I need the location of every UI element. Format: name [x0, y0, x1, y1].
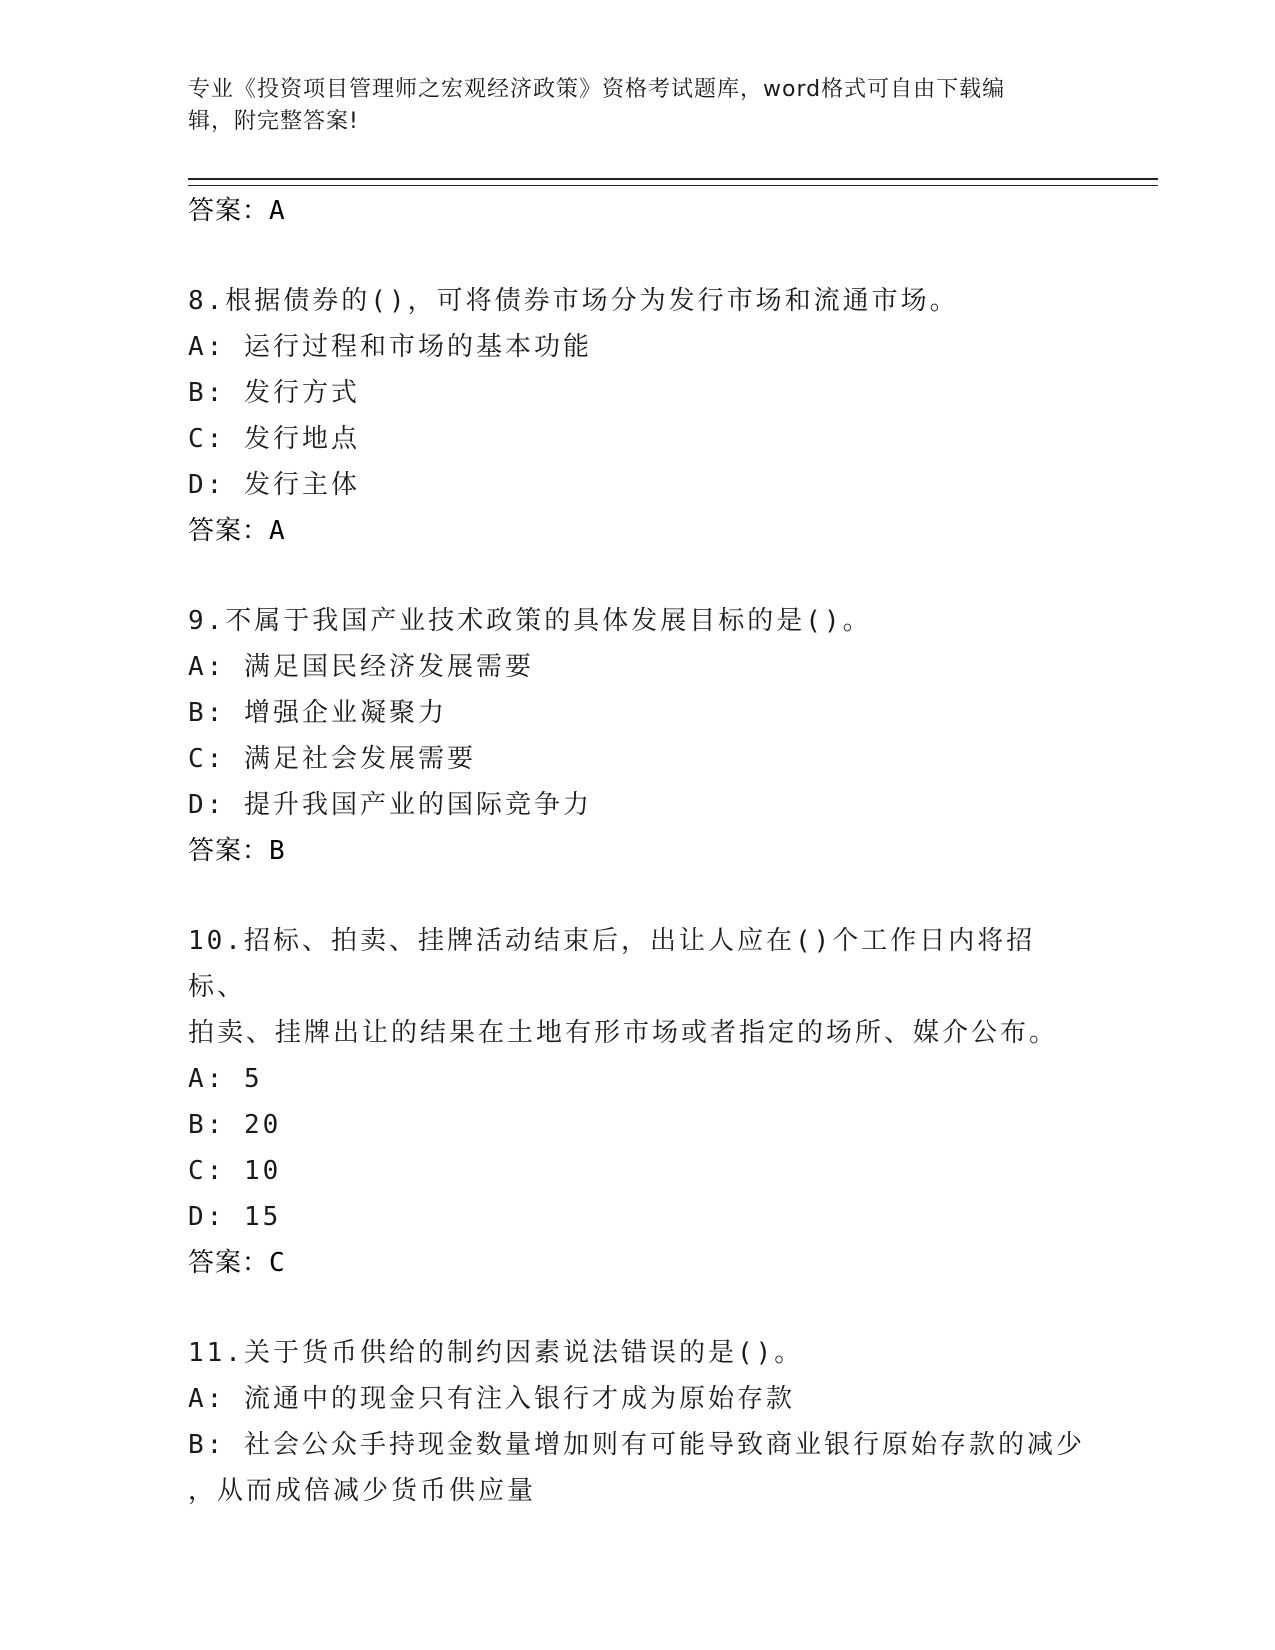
option-letter: C:: [188, 744, 226, 774]
document-header: [188, 74, 1068, 138]
answer-line: [188, 1240, 1088, 1286]
option-c: [188, 416, 1088, 462]
question-stem-line-1: 10.招标、拍卖、挂牌活动结束后，出让人应在()个工作日内将招标、: [188, 926, 1036, 1002]
answer-value: C: [269, 1248, 286, 1278]
option-letter: D:: [188, 470, 226, 500]
option-text: 满足社会发展需要: [225, 744, 476, 774]
option-letter: B:: [188, 698, 226, 728]
option-letter: B:: [188, 378, 226, 408]
question-stem: 11.关于货币供给的制约因素说法错误的是()。: [188, 1338, 804, 1368]
option-a: [188, 1376, 1088, 1422]
option-text: 运行过程和市场的基本功能: [225, 332, 592, 362]
option-d: [188, 782, 1088, 828]
answer-line: [188, 828, 1088, 874]
option-a: [188, 644, 1088, 690]
option-letter: C:: [188, 424, 226, 454]
option-text: 流通中的现金只有注入银行才成为原始存款: [225, 1384, 795, 1414]
option-letter: A:: [188, 332, 226, 362]
question-block: [188, 278, 1088, 554]
answer-value: A: [269, 196, 286, 226]
option-d: [188, 1194, 1088, 1240]
option-letter: C:: [188, 1156, 226, 1186]
option-d: [188, 462, 1088, 508]
option-a: [188, 324, 1088, 370]
answer-label: 答案：: [188, 516, 270, 546]
option-text: 10: [225, 1156, 282, 1186]
option-b: [188, 370, 1088, 416]
answer-line: [188, 508, 1088, 554]
option-text: 满足国民经济发展需要: [225, 652, 534, 682]
answer-label: 答案：: [188, 836, 270, 866]
option-letter: A:: [188, 652, 226, 682]
spacer: [188, 874, 1088, 918]
option-text: 社会公众手持现金数量增加则有可能导致商业银行原始存款的减少: [225, 1430, 1085, 1460]
header-line-2: 辑，附完整答案!: [188, 109, 359, 134]
option-b: [188, 690, 1088, 736]
question-block: [188, 1330, 1088, 1514]
option-c: [188, 1148, 1088, 1194]
option-text: 20: [225, 1110, 282, 1140]
question-block: [188, 598, 1088, 874]
question-stem: 9.不属于我国产业技术政策的具体发展目标的是()。: [188, 606, 872, 636]
option-letter: B:: [188, 1110, 226, 1140]
option-a: [188, 1056, 1088, 1102]
option-text-continuation: ，从而成倍减少货币供应量: [188, 1476, 537, 1506]
option-b: [188, 1422, 1088, 1514]
header-line-1: 专业《投资项目管理师之宏观经济政策》资格考试题库，word格式可自由下载编: [188, 77, 1006, 102]
header-divider: [188, 178, 1158, 186]
answer-label: 答案：: [188, 196, 270, 226]
option-text: 提升我国产业的国际竞争力: [225, 790, 592, 820]
question-stem: 8.根据债券的()，可将债券市场分为发行市场和流通市场。: [188, 286, 959, 316]
option-b: [188, 1102, 1088, 1148]
option-text: 发行方式: [225, 378, 360, 408]
question-list: [188, 188, 1088, 1514]
answer-label: 答案：: [188, 1248, 270, 1278]
question-stem-line-2: 拍卖、挂牌出让的结果在土地有形市场或者指定的场所、媒介公布。: [188, 1018, 1059, 1048]
answer-line: [188, 188, 1088, 234]
option-letter: D:: [188, 1202, 226, 1232]
spacer: [188, 1286, 1088, 1330]
option-text: 5: [225, 1064, 263, 1094]
spacer: [188, 234, 1088, 278]
option-c: [188, 736, 1088, 782]
question-block: [188, 918, 1088, 1286]
option-letter: A:: [188, 1064, 226, 1094]
option-letter: D:: [188, 790, 226, 820]
answer-value: A: [269, 516, 286, 546]
spacer: [188, 554, 1088, 598]
option-text: 15: [225, 1202, 282, 1232]
answer-value: B: [269, 836, 286, 866]
option-text: 发行主体: [225, 470, 360, 500]
option-text: 增强企业凝聚力: [225, 698, 447, 728]
option-letter: B:: [188, 1430, 226, 1460]
option-letter: A:: [188, 1384, 226, 1414]
option-text: 发行地点: [225, 424, 360, 454]
